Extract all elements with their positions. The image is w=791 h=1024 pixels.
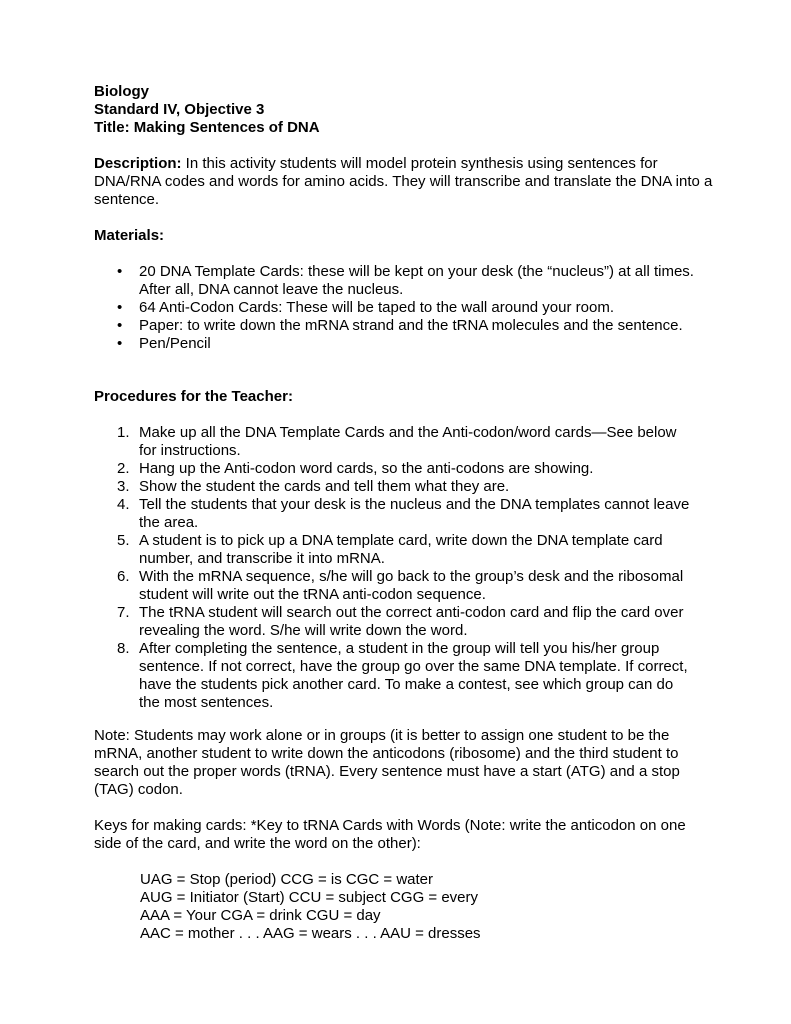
procedures-list	[117, 424, 697, 712]
key-line: UAG = Stop (period) CCG = is CGC = water	[140, 871, 434, 888]
list-item: 2. Hang up the Anti-codon word cards, so the anti-codons are showing.	[117, 460, 594, 477]
title-line: Title: Making Sentences of DNA	[94, 119, 320, 136]
key-line: AUG = Initiator (Start) CCU = subject CGG = every	[140, 889, 479, 906]
list-item: 1. Make up all the DNA Template Cards and the Anti-codon/word cards—See below for instructions.	[117, 424, 677, 459]
list-item: 5. A student is to pick up a DNA template card, write down the DNA template card number, and transcribe it into mRNA.	[117, 532, 663, 567]
description-label: Description:	[94, 155, 182, 172]
key-line: AAA = Your CGA = drink CGU = day	[140, 907, 381, 924]
materials-list	[117, 263, 697, 353]
description-paragraph	[94, 155, 714, 209]
description-text: In this activity students will model protein synthesis using sentences for DNA/RNA codes and words for amino acids. They will transcribe and translate the DNA into a sentence.	[94, 155, 713, 208]
document-header	[94, 83, 320, 137]
bullet-icon: •	[117, 335, 123, 352]
bullet-icon: •	[117, 263, 123, 280]
list-item: • Pen/Pencil	[117, 335, 211, 352]
list-item: • 64 Anti-Codon Cards: These will be taped to the wall around your room.	[117, 299, 614, 316]
procedures-heading: Procedures for the Teacher:	[94, 388, 293, 405]
key-list	[140, 871, 481, 943]
list-item: 8. After completing the sentence, a student in the group will tell you his/her group sentence. If not correct, have the group go over the same DNA template. If correct, have the students pick another card. To make a contest, see which group can do the most sentences.	[117, 640, 688, 711]
subject-line: Biology	[94, 83, 149, 100]
bullet-icon: •	[117, 317, 123, 334]
bullet-icon: •	[117, 299, 123, 316]
list-item: • 20 DNA Template Cards: these will be kept on your desk (the “nucleus”) at all times. After all, DNA cannot leave the nucleus.	[117, 263, 694, 298]
materials-heading: Materials:	[94, 227, 165, 244]
list-item: 7. The tRNA student will search out the correct anti-codon card and flip the card over revealing the word. S/he will write down the word.	[117, 604, 684, 639]
note-paragraph: Note: Students may work alone or in groups (it is better to assign one student to be the mRNA, another student to write down the anticodons (ribosome) and the third student to search out the proper words (tRNA). Every sentence must have a start (ATG) and a stop (TAG) codon.	[94, 727, 680, 798]
list-item: 6. With the mRNA sequence, s/he will go back to the group’s desk and the ribosomal student will write out the tRNA anti-codon sequence.	[117, 568, 684, 603]
keys-intro-paragraph: Keys for making cards: *Key to tRNA Cards with Words (Note: write the anticodon on one side of the card, and write the word on the other):	[94, 817, 686, 852]
standard-line: Standard IV, Objective 3	[94, 101, 265, 118]
list-item: • Paper: to write down the mRNA strand and the tRNA molecules and the sentence.	[117, 317, 683, 334]
list-item: 4. Tell the students that your desk is the nucleus and the DNA templates cannot leave the area.	[117, 496, 690, 531]
key-line: AAC = mother . . . AAG = wears . . . AAU = dresses	[140, 925, 481, 942]
list-item: 3. Show the student the cards and tell them what they are.	[117, 478, 510, 495]
